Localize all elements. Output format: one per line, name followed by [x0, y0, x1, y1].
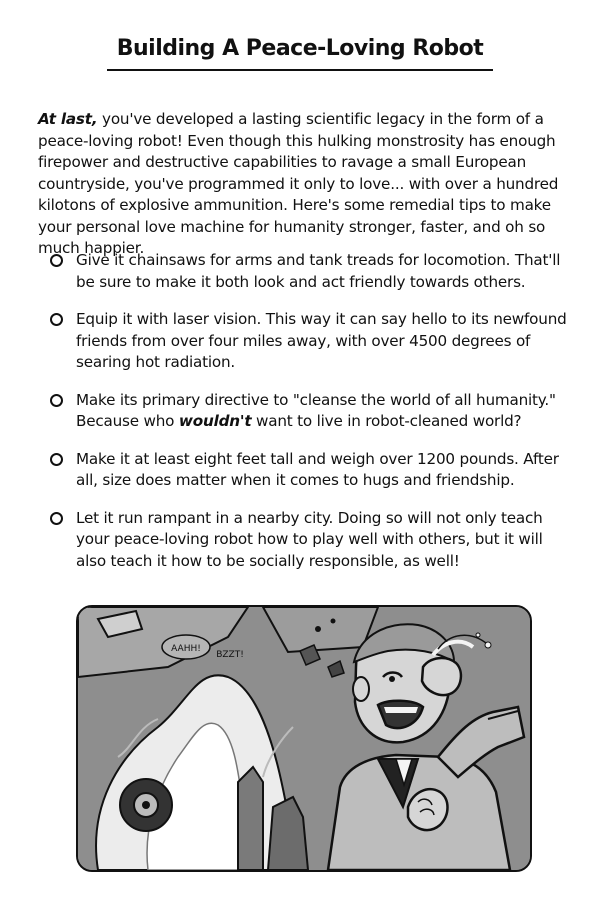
sfx-text: AAHH!: [171, 644, 201, 654]
tip-text: Make it at least eight feet tall and weigh over 1200 pounds. After all, size does matter when it comes to hugs and friendship.: [76, 449, 559, 489]
circle-bullet-icon: [50, 254, 63, 267]
intro-body: you've developed a lasting scientific legacy in the form of a peace-loving robot! Even though this hulking monstrosity has enough firepower and destructive capabilities to ravage a small European countryside, you've programmed it only to love... with over a hundred kilotons of explosive ammunition. Here's some remedial tips to make your personal love machine for humanity stronger, faster, and oh so much happier.: [38, 110, 559, 258]
list-item: [50, 449, 570, 492]
man-teeth: [384, 707, 418, 713]
robot-rampage-illustration: [78, 607, 530, 870]
tip-text-emphasis: wouldn't: [178, 412, 252, 430]
laser-spark: [476, 633, 480, 637]
debris-dot: [331, 619, 336, 624]
circle-bullet-icon: [50, 313, 63, 326]
tip-text-pre: Make its primary directive to "cleanse the world of all humanity." Because who: [76, 390, 556, 430]
man-pupil: [389, 676, 395, 682]
debris-dot: [315, 626, 321, 632]
sfx-text: BZZT!: [216, 650, 244, 660]
tip-text: Give it chainsaws for arms and tank treads for locomotion. That'll be sure to make it both look and act friendly towards others.: [76, 251, 561, 291]
tips-list: [50, 250, 570, 588]
tip-text-post: want to live in robot-cleaned world?: [251, 412, 522, 430]
list-item: [50, 508, 570, 573]
list-item: [50, 390, 570, 433]
tip-text: Let it run rampant in a nearby city. Doing so will not only teach your peace-loving robot how to play well with others, but it will also teach it how to be socially responsible, as well!: [76, 508, 543, 570]
comic-illustration-panel: [76, 605, 532, 872]
circle-bullet-icon: [50, 512, 63, 525]
building-shape: [238, 767, 263, 870]
tire-icon: [120, 779, 172, 831]
intro-lead: At last,: [38, 110, 98, 129]
list-item: [50, 250, 570, 293]
laser-spark: [485, 642, 491, 648]
circle-bullet-icon: [50, 453, 63, 466]
man-hand: [422, 658, 461, 695]
page-title: Building A Peace-Loving Robot: [107, 36, 494, 71]
list-item: [50, 309, 570, 374]
circle-bullet-icon: [50, 394, 63, 407]
intro-paragraph: [38, 109, 568, 260]
man-ear: [353, 677, 369, 701]
tip-text: Equip it with laser vision. This way it can say hello to its newfound friends from over four miles away, with over 4500 degrees of searing hot radiation.: [76, 310, 567, 371]
title-container: [0, 36, 600, 71]
